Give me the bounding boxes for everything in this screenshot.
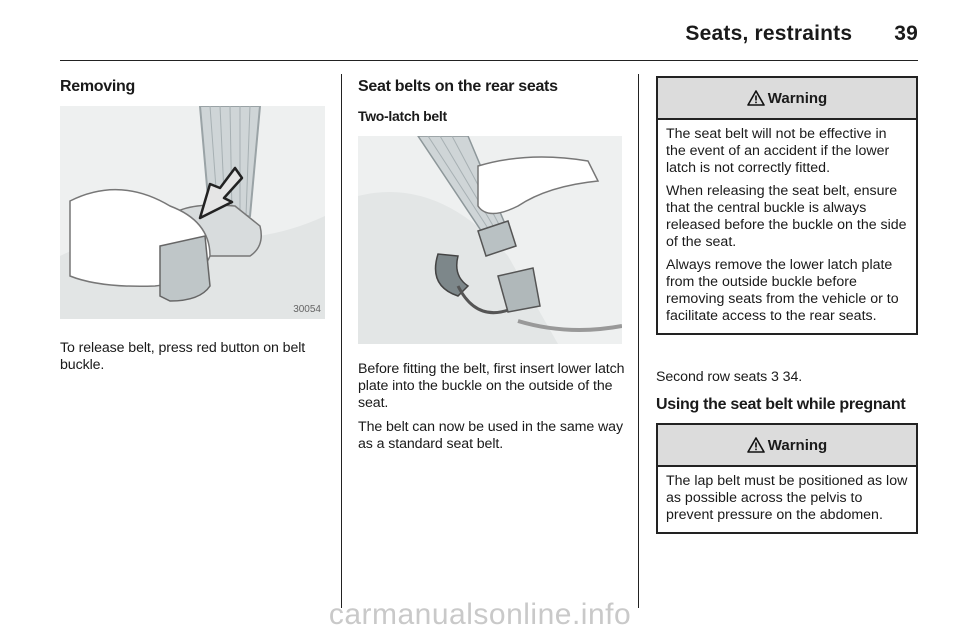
warning-paragraph: Always remove the lower latch plate from the outside buckle before removing seats from the vehicle or to facilitate access to the rear seats. <box>666 257 899 324</box>
warning-box-pregnancy <box>656 423 918 534</box>
warning-body <box>658 120 916 333</box>
rear-seat-belts-heading: Seat belts on the rear seats <box>358 78 558 95</box>
figure-code: 30054 <box>293 304 321 315</box>
column-divider-2 <box>638 74 639 608</box>
removing-heading: Removing <box>60 78 135 95</box>
warning-header <box>658 425 916 467</box>
buckle-release-drawing <box>60 106 325 319</box>
cross-reference-page: 34. <box>782 369 803 385</box>
warning-paragraph: When releasing the seat belt, ensure that the central buckle is always released before the buckle on the side of the seat. <box>666 183 907 250</box>
section-title: Seats, restraints <box>685 22 853 45</box>
two-latch-belt-illustration <box>358 136 622 344</box>
warning-paragraph: The seat belt will not be effective in the event of an accident if the lower latch is not correctly fitted. <box>666 126 890 176</box>
fitting-instructions-text: Before fitting the belt, first insert lower latch plate into the buckle on the outside of the seat. <box>358 361 625 411</box>
cross-reference <box>656 369 918 386</box>
warning-header <box>658 78 916 120</box>
warning-box-latch <box>656 76 918 335</box>
warning-triangle-icon <box>747 90 765 106</box>
warning-body <box>658 467 916 532</box>
two-latch-belt-subheading: Two-latch belt <box>358 108 447 124</box>
buckle-release-illustration <box>60 106 325 319</box>
standard-use-text: The belt can now be used in the same way as a standard seat belt. <box>358 419 623 452</box>
warning-paragraph: The lap belt must be positioned as low as possible across the pelvis to prevent pressure on the abdomen. <box>666 473 908 523</box>
two-latch-drawing <box>358 136 622 344</box>
page-number: 39 <box>894 22 918 45</box>
cross-reference-text: Second row seats <box>656 369 768 385</box>
header-divider <box>60 60 918 61</box>
page-reference-symbol: 3 <box>771 369 779 385</box>
pregnant-heading: Using the seat belt while pregnant <box>656 396 906 413</box>
watermark: carmanualsonline.info <box>328 598 632 631</box>
column-divider-1 <box>341 74 342 608</box>
warning-title: Warning <box>767 436 828 454</box>
warning-title: Warning <box>767 89 828 107</box>
removing-text: To release belt, press red button on belt buckle. <box>60 340 306 373</box>
page-header <box>685 22 918 46</box>
warning-triangle-icon <box>747 437 765 453</box>
